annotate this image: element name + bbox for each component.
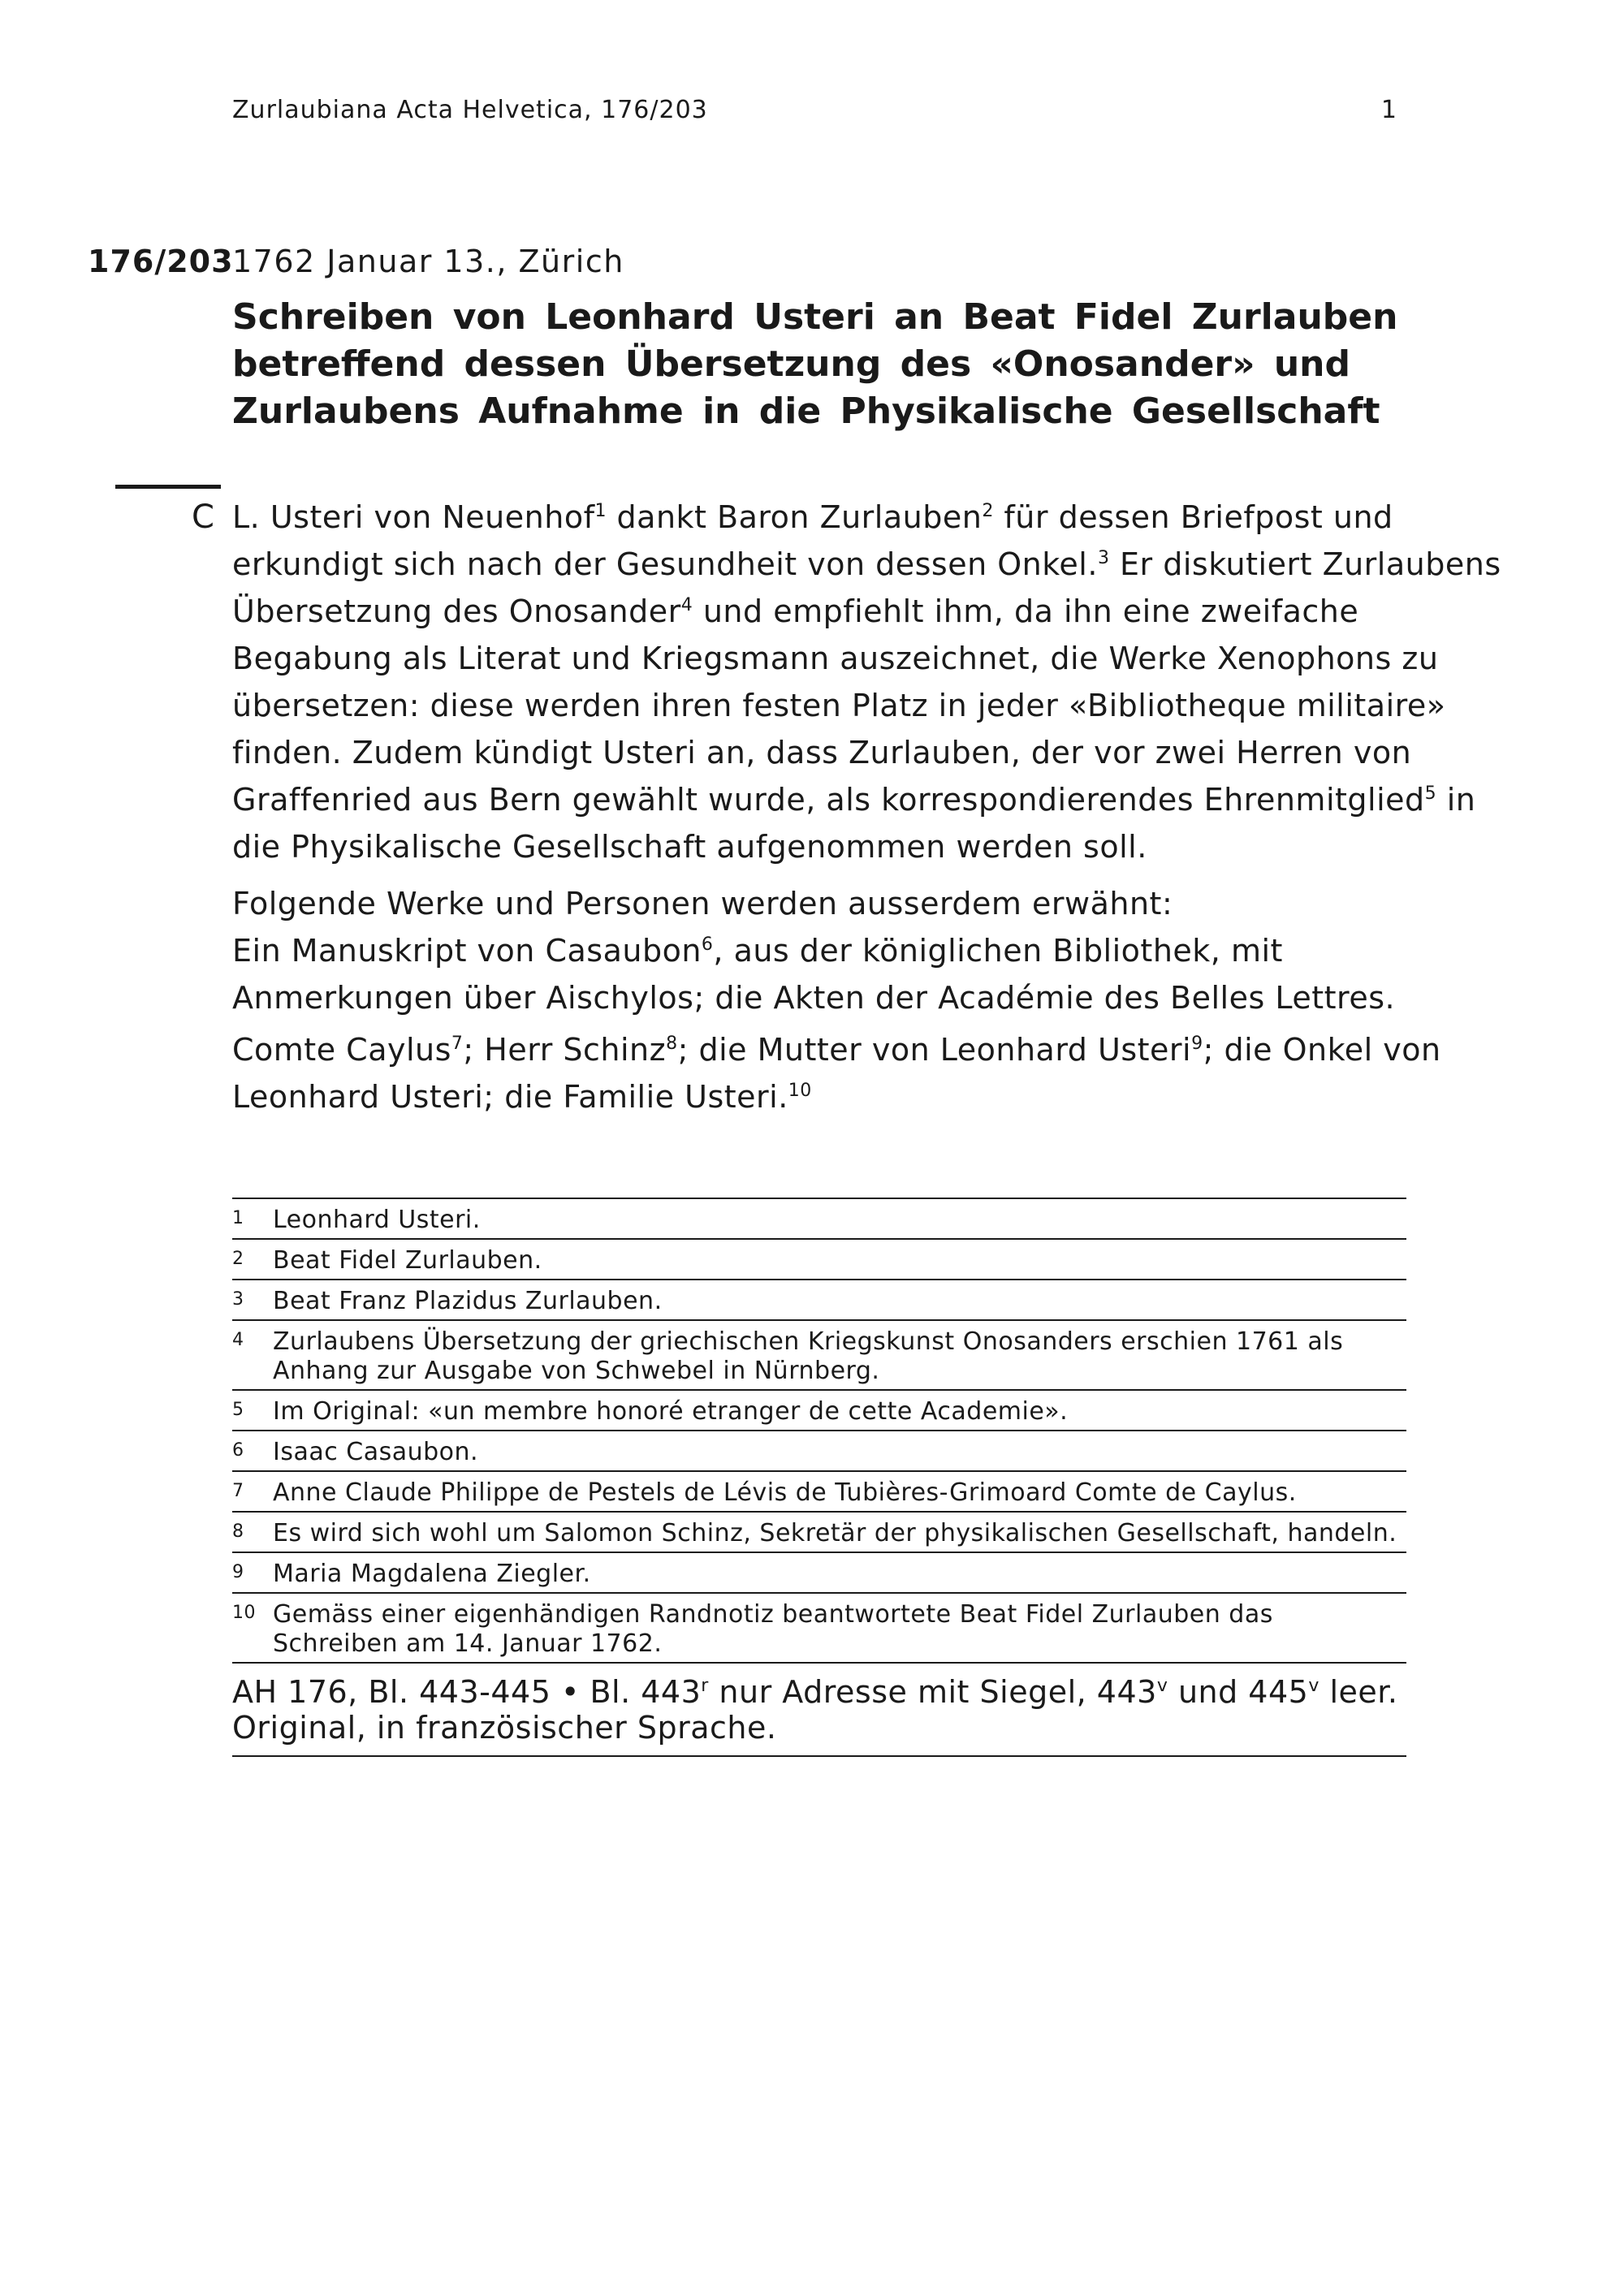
summary-line: finden. Zudem kündigt Usteri an, dass Zurlauben, der vor zwei Herren von	[232, 735, 1412, 770]
folio-side: r	[701, 1676, 709, 1696]
footnote-ref: 6	[701, 934, 714, 955]
summary-line	[232, 494, 1426, 541]
footnote	[232, 1431, 1406, 1472]
persons-text: Leonhard Usteri; die Familie Usteri.	[232, 1079, 788, 1115]
footnote-ref: 5	[1424, 783, 1437, 804]
persons-line	[232, 1026, 1441, 1073]
persons-text: ; die Mutter von Leonhard Usteri	[677, 1032, 1192, 1068]
footnote-number: 6	[232, 1440, 244, 1461]
source-text: leer.	[1319, 1674, 1398, 1710]
summary-text: erkundigt sich nach der Gesundheit von dessen Onkel.	[232, 546, 1098, 582]
footnote-text: Maria Magdalena Ziegler.	[273, 1560, 591, 1588]
source-text: nur Adresse mit Siegel, 443	[708, 1674, 1157, 1710]
summary-line	[232, 588, 1426, 635]
source-text: und 445	[1168, 1674, 1309, 1710]
footnote-number: 4	[232, 1330, 244, 1350]
footnote-number: 1	[232, 1208, 244, 1228]
footnote-number: 10	[232, 1603, 256, 1623]
footnote-number: 5	[232, 1400, 244, 1420]
footnote	[232, 1199, 1406, 1240]
footnote-text: Beat Franz Plazidus Zurlauben.	[273, 1287, 663, 1315]
footnote-number: 2	[232, 1249, 244, 1269]
summary-text: Graffenried aus Bern gewählt wurde, als korrespondierendes Ehrenmitglied	[232, 782, 1425, 818]
summary-text: Er diskutiert Zurlaubens	[1109, 546, 1501, 582]
persons-line	[232, 1073, 1426, 1120]
folio-side: v	[1156, 1676, 1168, 1696]
document-date-place: 1762 Januar 13., Zürich	[232, 244, 624, 279]
folio-side: v	[1308, 1676, 1320, 1696]
persons-text: ; Herr Schinz	[463, 1032, 667, 1068]
mentions-paragraph	[232, 880, 1426, 1021]
footnote	[232, 1280, 1406, 1321]
summary-line: die Physikalische Gesellschaft aufgenommen werden soll.	[232, 829, 1147, 865]
summary-text: L. Usteri von Neuenhof	[232, 499, 595, 535]
source-line	[232, 1674, 1406, 1710]
summary-line: übersetzen: diese werden ihren festen Platz in jeder «Bibliotheque militaire»	[232, 688, 1446, 723]
footnote	[232, 1594, 1406, 1664]
footnote	[232, 1240, 1406, 1280]
summary-line	[232, 776, 1476, 823]
footnote	[232, 1321, 1406, 1391]
footnote-ref: 3	[1097, 548, 1110, 568]
summary-rule	[115, 485, 221, 489]
summary-text: für dessen Briefpost und	[993, 499, 1393, 535]
footnote-ref: 7	[451, 1034, 464, 1054]
footnotes	[232, 1198, 1406, 1664]
mentions-line: Anmerkungen über Aischylos; die Akten der Académie des Belles Lettres.	[232, 980, 1396, 1016]
footnote-text: Isaac Casaubon.	[273, 1438, 479, 1466]
summary-line: Begabung als Literat und Kriegsmann auszeichnet, die Werke Xenophons zu	[232, 641, 1439, 676]
summary-marker: C	[192, 498, 214, 536]
footnote-ref: 2	[982, 501, 994, 521]
running-head: Zurlaubiana Acta Helvetica, 176/203	[232, 96, 708, 124]
title-line: Zurlaubens Aufnahme in die Physikalische Gesellschaft	[232, 391, 1380, 432]
footnote-text: Schreiben am 14. Januar 1762.	[273, 1629, 663, 1658]
persons-paragraph	[232, 1026, 1441, 1120]
footnote-ref: 4	[680, 595, 693, 615]
footnote-number: 9	[232, 1562, 244, 1582]
footnote-text: Leonhard Usteri.	[273, 1206, 481, 1234]
source-note	[232, 1674, 1406, 1757]
mentions-text: Ein Manuskript von Casaubon	[232, 933, 702, 969]
footnote	[232, 1391, 1406, 1431]
footnote	[232, 1472, 1406, 1513]
source-line: Original, in französischer Sprache.	[232, 1710, 777, 1746]
footnote-ref: 9	[1191, 1034, 1203, 1054]
mentions-line	[232, 927, 1426, 974]
summary-paragraph	[232, 494, 1501, 870]
footnote-number: 7	[232, 1481, 244, 1501]
footnote-number: 8	[232, 1521, 244, 1542]
document-number: 176/203	[88, 244, 234, 279]
summary-text: in	[1436, 782, 1476, 818]
persons-text: ; die Onkel von	[1203, 1032, 1441, 1068]
footnote-text: Anhang zur Ausgabe von Schwebel in Nürnberg.	[273, 1357, 880, 1385]
summary-line	[232, 541, 1501, 588]
title-line: Schreiben von Leonhard Usteri an Beat Fidel Zurlauben	[232, 296, 1398, 338]
summary-text: Übersetzung des Onosander	[232, 593, 681, 629]
document-title	[232, 294, 1418, 435]
footnote-text: Gemäss einer eigenhändigen Randnotiz beantwortete Beat Fidel Zurlauben das	[273, 1600, 1273, 1629]
footnote-text: Es wird sich wohl um Salomon Schinz, Sekretär der physikalischen Gesellschaft, handeln.	[273, 1519, 1397, 1547]
mentions-text: , aus der königlichen Bibliothek, mit	[713, 933, 1283, 969]
page-number: 1	[1380, 96, 1397, 124]
footnote	[232, 1553, 1406, 1594]
footnote	[232, 1513, 1406, 1553]
footnote-number: 3	[232, 1289, 244, 1310]
footnote-ref: 1	[594, 501, 607, 521]
summary-text: und empfiehlt ihm, da ihn eine zweifache	[693, 593, 1359, 629]
footnote-text: Anne Claude Philippe de Pestels de Lévis de Tubières-Grimoard Comte de Caylus.	[273, 1478, 1297, 1507]
mentions-heading: Folgende Werke und Personen werden ausserdem erwähnt:	[232, 886, 1173, 921]
footnote-text: Beat Fidel Zurlauben.	[273, 1246, 542, 1275]
persons-text: Comte Caylus	[232, 1032, 451, 1068]
summary-text: dankt Baron Zurlauben	[606, 499, 983, 535]
footnote-text: Zurlaubens Übersetzung der griechischen Kriegskunst Onosanders erschien 1761 als	[273, 1327, 1344, 1356]
source-text: AH 176, Bl. 443-445 • Bl. 443	[232, 1674, 702, 1710]
title-line: betreffend dessen Übersetzung des «Onosander» und	[232, 343, 1350, 385]
footnote-ref: 8	[666, 1034, 678, 1054]
footnote-text: Im Original: «un membre honoré etranger de cette Academie».	[273, 1397, 1069, 1426]
footnote-ref: 10	[788, 1081, 812, 1101]
